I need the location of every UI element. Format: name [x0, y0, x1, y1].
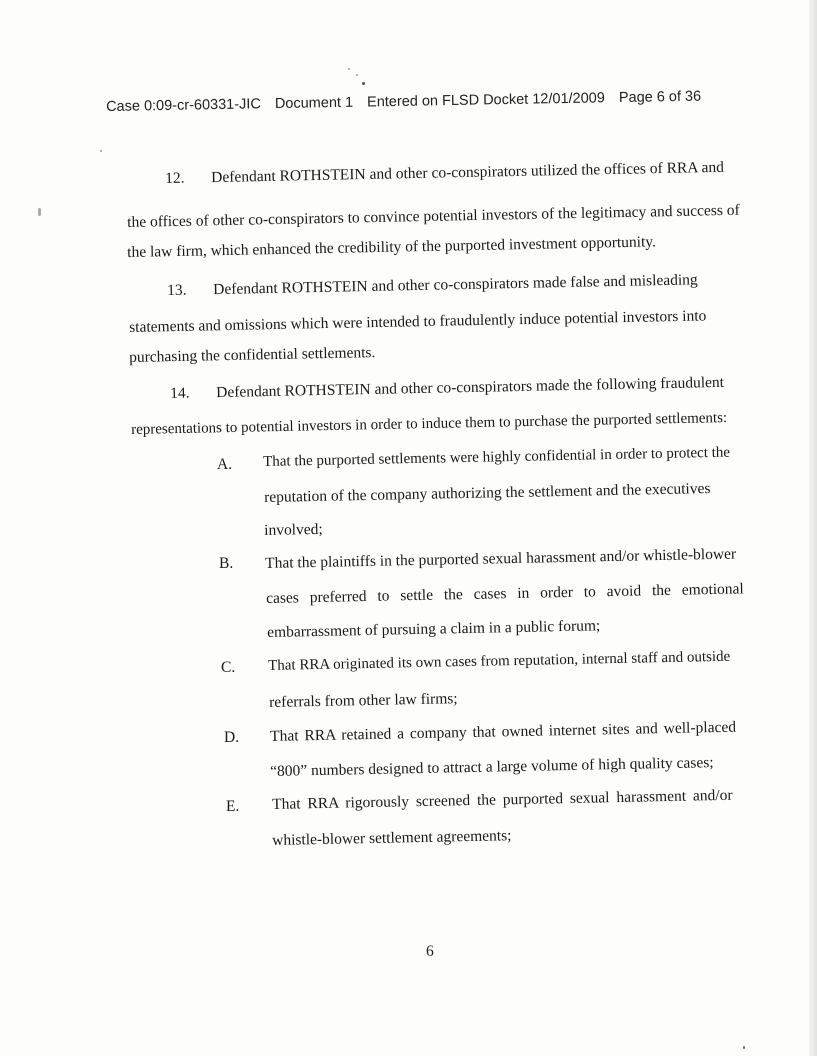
- item-text: That RRA originated its own cases from reputation, internal staff and outside: [268, 648, 731, 674]
- item-text: embarrassment of pursuing a claim in a public forum;: [267, 617, 601, 641]
- item-b-line-2: [266, 580, 744, 608]
- paragraph-text: Defendant ROTHSTEIN and other co-conspirators utilized the offices of RRA and: [210, 158, 725, 187]
- item-text: referrals from other law firms;: [269, 690, 458, 711]
- item-text: That the purported settlements were highly confidential in order to protect the: [263, 444, 731, 470]
- paragraph-number: 13.: [167, 281, 187, 299]
- document-header: [106, 88, 726, 115]
- paragraph-number: 14.: [170, 384, 190, 402]
- page-number: 6: [426, 943, 434, 960]
- paragraph-12-line-1: [165, 159, 724, 188]
- item-d-line-2: [270, 754, 714, 781]
- item-text: cases preferred to settle the cases in order to avoid the emotional: [266, 580, 744, 607]
- item-c-line-1: [268, 649, 730, 675]
- paragraph-text: purchasing the confidential settlements.: [129, 344, 376, 366]
- paragraph-text: Defendant ROTHSTEIN and other co-conspirators made false and misleading: [212, 271, 698, 299]
- item-a-letter: A.: [217, 456, 233, 473]
- item-text: whistle-blower settlement agreements;: [272, 827, 512, 849]
- item-text: “800” numbers designed to attract a large volume of high quality cases;: [270, 754, 714, 780]
- paragraph-13-line-3: [129, 344, 376, 367]
- paragraph-12-line-3: [127, 233, 656, 262]
- item-text: That RRA retained a company that owned internet sites and well-placed: [270, 718, 737, 745]
- paragraph-number: 12.: [165, 169, 185, 187]
- item-c-letter: C.: [221, 659, 236, 676]
- item-a-line-3: [264, 521, 323, 540]
- item-b-line-3: [267, 617, 600, 642]
- item-text: reputation of the company authorizing the settlement and the executives: [264, 480, 711, 506]
- paragraph-text: the offices of other co-conspirators to convince potential investors of the legitimacy and success of: [127, 201, 740, 231]
- paragraph-text: statements and omissions which were intended to fraudulently induce potential investors into: [129, 307, 707, 336]
- scan-speck: [348, 68, 350, 70]
- document-number: Document 1: [274, 94, 354, 113]
- page-edge-shadow: [809, 0, 817, 1056]
- item-b-line-1: [265, 546, 736, 573]
- item-text: That RRA rigorously screened the purported sexual harassment and/or: [272, 786, 733, 813]
- docket-entry: Entered on FLSD Docket 12/01/2009: [366, 90, 606, 111]
- case-number: Case 0:09-cr-60331-JIC: [106, 96, 262, 115]
- scan-speck: [100, 150, 102, 152]
- paragraph-text: Defendant ROTHSTEIN and other co-conspirators made the following fraudulent: [215, 373, 725, 402]
- scan-speck: [362, 82, 365, 85]
- paragraph-12-line-2: [127, 202, 740, 232]
- paragraph-14-line-1: [170, 374, 724, 403]
- paragraph-13-line-1: [167, 271, 698, 300]
- item-d-line-1: [270, 719, 736, 746]
- item-e-letter: E.: [226, 798, 240, 815]
- scan-speck: [743, 1046, 745, 1049]
- item-a-line-1: [263, 445, 730, 471]
- item-c-line-2: [269, 690, 458, 712]
- scan-speck: [356, 74, 358, 76]
- page-count: Page 6 of 36: [618, 88, 702, 107]
- paragraph-text: the law firm, which enhanced the credibility of the purported investment opportunity.: [127, 233, 657, 261]
- item-e-line-1: [272, 787, 733, 814]
- item-a-line-2: [264, 480, 711, 507]
- item-b-letter: B.: [219, 555, 234, 572]
- item-d-letter: D.: [224, 729, 240, 746]
- item-text: That the plaintiffs in the purported sexual harassment and/or whistle-blower: [265, 545, 737, 572]
- scan-speck: [38, 208, 41, 216]
- item-text: involved;: [264, 520, 323, 539]
- paragraph-14-line-2: [131, 410, 727, 439]
- item-e-line-2: [272, 827, 512, 850]
- paragraph-text: representations to potential investors in order to induce them to purchase the purported settlements:: [131, 410, 728, 438]
- paragraph-13-line-2: [129, 307, 707, 337]
